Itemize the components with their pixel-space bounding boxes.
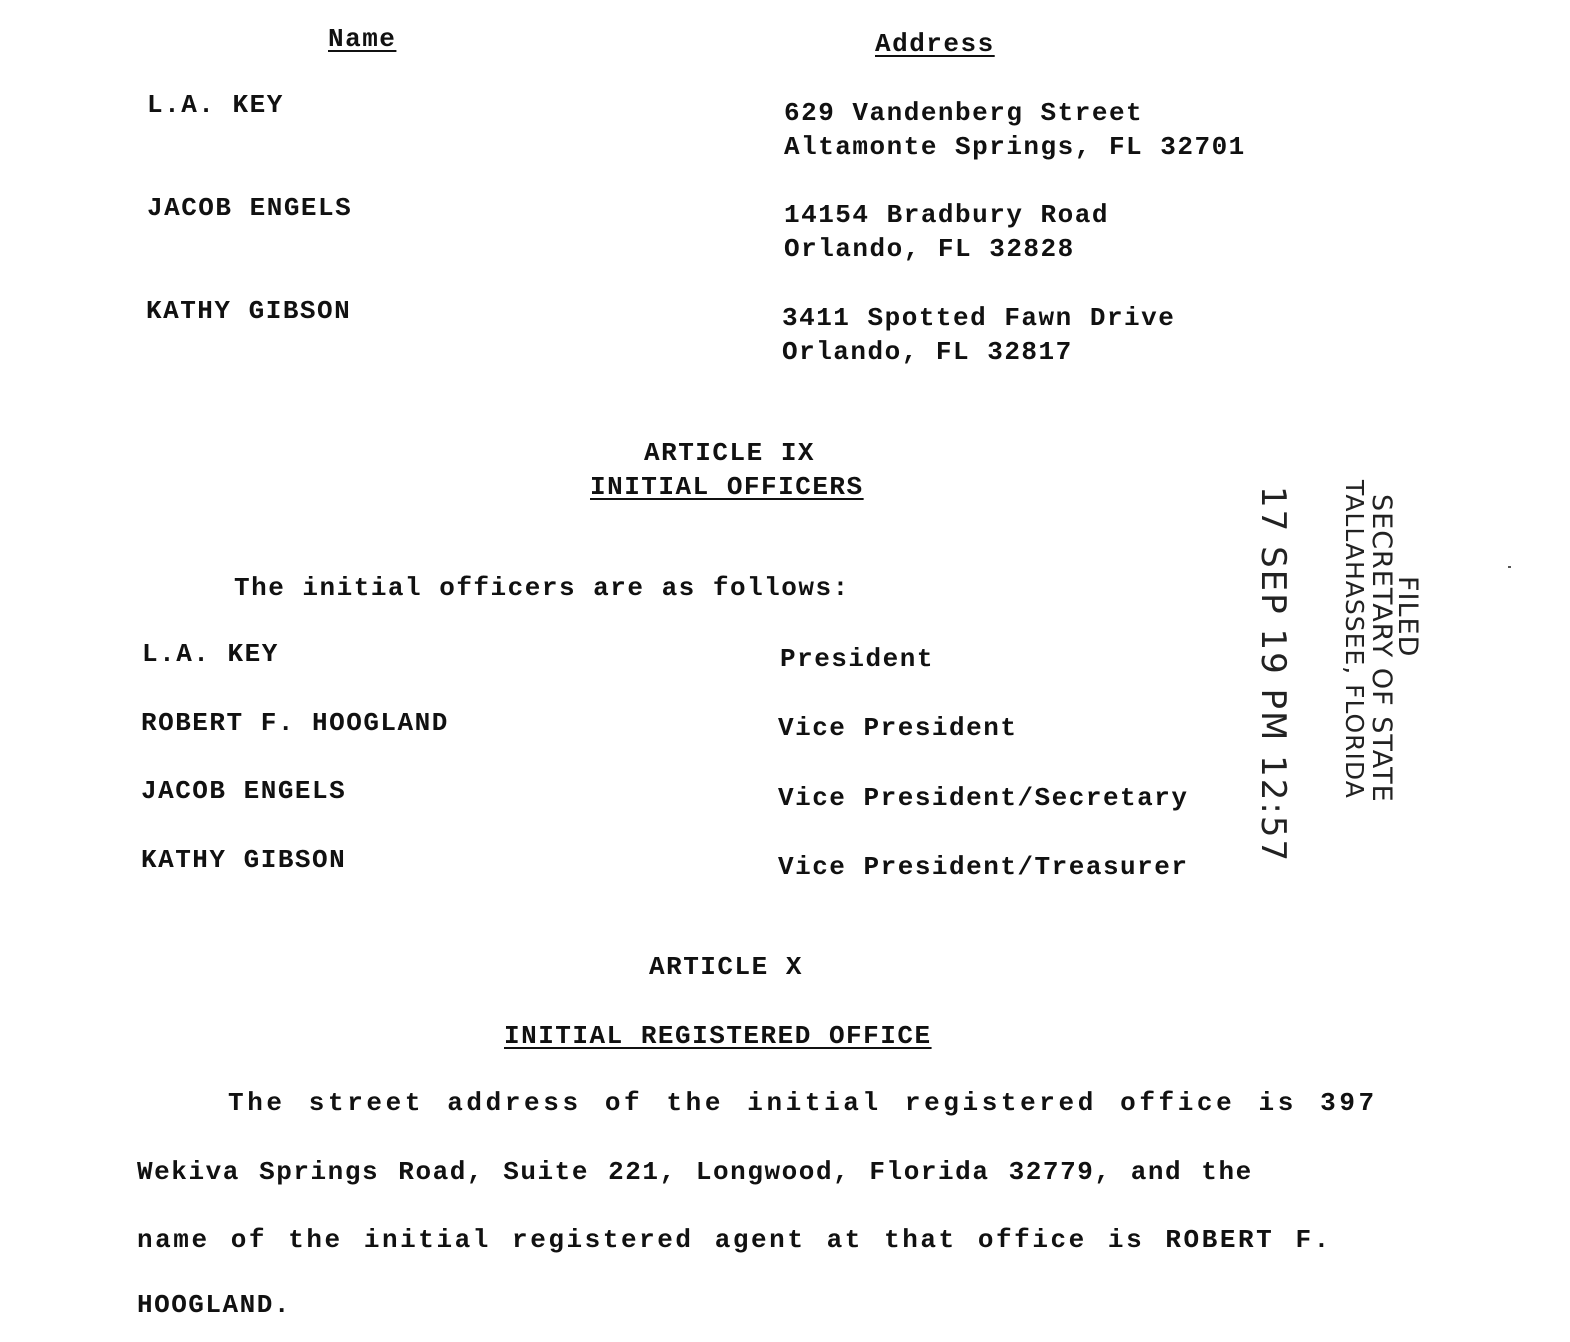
- director-address: [784, 96, 1246, 164]
- article-x-title: INITIAL REGISTERED OFFICE: [504, 1021, 932, 1051]
- officer-title: Vice President/Treasurer: [778, 852, 1189, 882]
- scan-speck: [1508, 566, 1511, 568]
- stamp-date: 17 SEP 19 PM 12:57: [1253, 486, 1293, 864]
- paragraph-line: HOOGLAND.: [137, 1290, 291, 1320]
- address-line: Orlando, FL 32828: [784, 234, 1075, 264]
- address-line: 3411 Spotted Fawn Drive: [782, 303, 1176, 333]
- director-name: L.A. KEY: [147, 90, 284, 120]
- director-address: [782, 301, 1175, 369]
- address-line: 14154 Bradbury Road: [784, 200, 1109, 230]
- officer-title: Vice President/Secretary: [778, 783, 1189, 813]
- article-x-heading: ARTICLE X: [649, 952, 803, 982]
- paragraph-line: name of the initial registered agent at that office is ROBERT F.: [137, 1225, 1332, 1255]
- address-column-header: Address: [875, 29, 995, 59]
- name-column-header: Name: [328, 24, 397, 54]
- paragraph-line: Wekiva Springs Road, Suite 221, Longwood, Florida 32779, and the: [137, 1157, 1253, 1187]
- article-ix-heading: ARTICLE IX: [644, 438, 816, 468]
- stamp-filed: FILED: [1392, 576, 1423, 658]
- article-ix-title: INITIAL OFFICERS: [590, 472, 864, 502]
- address-line: 629 Vandenberg Street: [784, 98, 1144, 128]
- officer-name: ROBERT F. HOOGLAND: [141, 708, 449, 738]
- officer-name: JACOB ENGELS: [141, 776, 347, 806]
- officer-name: KATHY GIBSON: [141, 845, 347, 875]
- director-name: KATHY GIBSON: [146, 296, 352, 326]
- officer-title: Vice President: [778, 713, 1018, 743]
- paragraph-line: The street address of the initial registered office is 397: [228, 1088, 1378, 1118]
- officer-name: L.A. KEY: [142, 639, 279, 669]
- director-address: [784, 198, 1109, 266]
- address-line: Orlando, FL 32817: [782, 337, 1073, 367]
- stamp-secretary: SECRETARY OF STATE: [1366, 494, 1397, 803]
- director-name: JACOB ENGELS: [147, 193, 353, 223]
- filing-stamp: [1245, 480, 1435, 864]
- article-ix-intro: The initial officers are as follows:: [234, 573, 850, 603]
- stamp-location: TALLAHASSEE, FLORIDA: [1340, 480, 1369, 799]
- officer-title: President: [780, 644, 934, 674]
- address-line: Altamonte Springs, FL 32701: [784, 132, 1246, 162]
